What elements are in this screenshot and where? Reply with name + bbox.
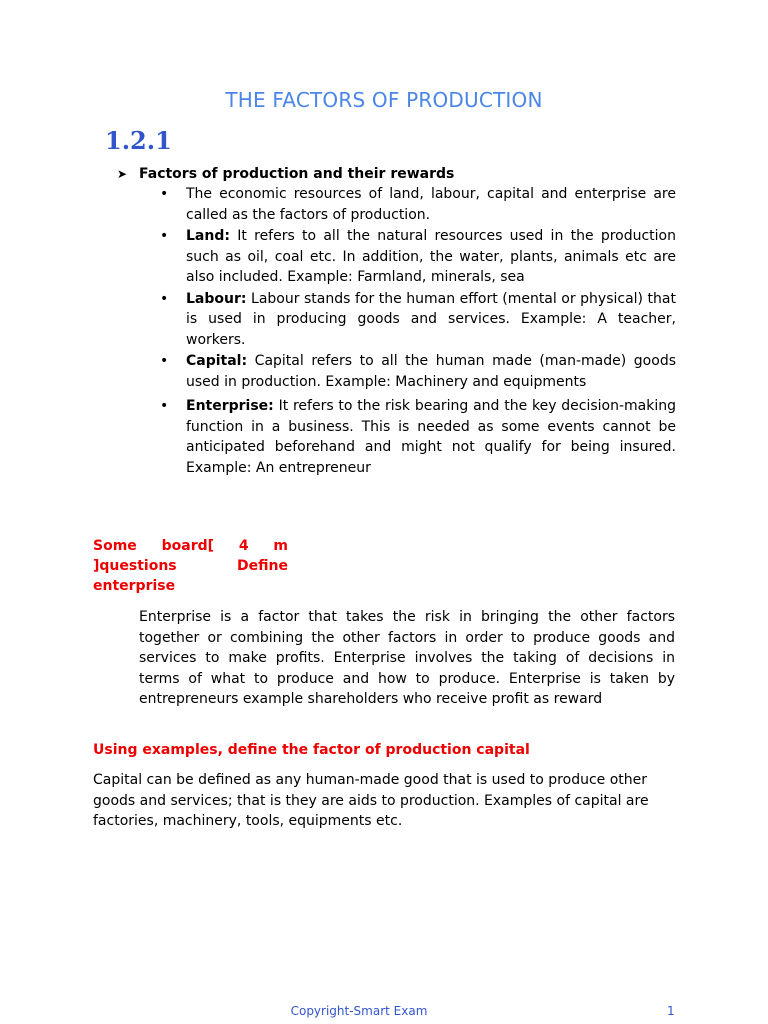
footer-page-number: 1 — [667, 1004, 675, 1018]
question-define-enterprise: Some board[ 4 m ]questions Define enterprise — [93, 538, 288, 594]
bullet-item-labour — [160, 289, 676, 351]
enterprise-answer-paragraph: Enterprise is a factor that takes the risk in bringing the other factors together or combining the other factors in order to produce goods and services to make profits. Enterprise involves the taking of decisions in terms of what to produce and how to produce. Enterprise is taken by entrepreneurs example shareholders who receive profit as reward — [139, 609, 675, 707]
page-title: THE FACTORS OF PRODUCTION — [225, 88, 543, 112]
arrow-bullet-icon: ➤ — [117, 167, 128, 181]
bullet-text: It refers to the risk bearing and the key decision-making function in a business. This is needed as some events cannot be anticipated beforehand and might not qualify for being insured. Example: An entrepreneur — [186, 398, 676, 476]
subheading-factors — [117, 164, 677, 184]
round-bullet-icon: • — [160, 290, 169, 307]
section-number: 1.2.1 — [105, 126, 172, 155]
bullet-term: Enterprise: — [186, 398, 274, 414]
bullet-item-land — [160, 226, 676, 288]
bullet-item-definition — [160, 184, 676, 225]
bullet-term: Capital: — [186, 353, 248, 369]
bullet-text: Capital refers to all the human made (man-made) goods used in production. Example: Machinery and equipments — [186, 353, 676, 390]
factors-bullet-list — [160, 184, 676, 479]
bullet-term: Land: — [186, 228, 230, 244]
round-bullet-icon: • — [160, 186, 169, 202]
bullet-text: Labour stands for the human effort (mental or physical) that is used in producing goods and services. Example: A teacher, workers. — [186, 290, 676, 348]
subheading-text: Factors of production and their rewards — [139, 166, 455, 182]
bullet-item-capital — [160, 351, 676, 392]
bullet-text: The economic resources of land, labour, capital and enterprise are called as the factors of production. — [186, 186, 676, 223]
round-bullet-icon: • — [160, 398, 169, 414]
bullet-text: It refers to all the natural resources used in the production such as oil, coal etc. In addition, the water, plants, animals etc are also included. Example: Farmland, minerals, sea — [186, 228, 676, 285]
round-bullet-icon: • — [160, 353, 169, 369]
capital-answer-paragraph: Capital can be defined as any human-made good that is used to produce other goods and services; that is they are aids to production. Examples of capital are factories, machinery, tools, equipments etc. — [93, 772, 649, 829]
bullet-term: Labour: — [186, 290, 247, 307]
footer-copyright: Copyright-Smart Exam — [290, 1004, 428, 1018]
question-define-capital: Using examples, define the factor of production capital — [93, 742, 530, 758]
round-bullet-icon: • — [160, 228, 169, 244]
bullet-item-enterprise — [160, 396, 676, 478]
